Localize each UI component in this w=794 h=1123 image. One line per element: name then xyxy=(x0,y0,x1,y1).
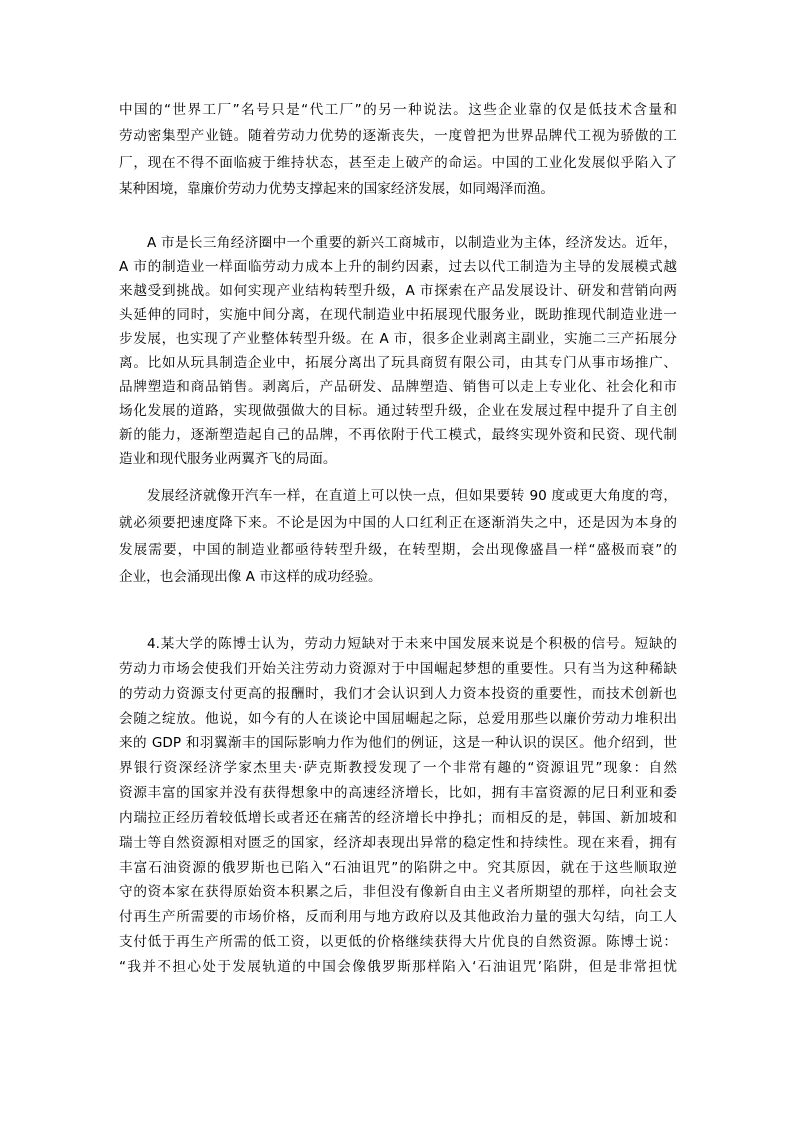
text-line: 付再生产所需要的市场价格，反而利用与地方政府以及其他政治力量的强大勾结，向工人 xyxy=(119,909,677,926)
text-line: 新的能力，逐渐塑造起自己的品牌，不再依附于代工模式，最终实现外资和民资、现代制 xyxy=(119,427,677,443)
text-line: 发展经济就像开汽车一样，在直道上可以快一点，但如果要转 90 度或更大角度的弯， xyxy=(147,488,677,504)
text-line: 4.某大学的陈博士认为，劳动力短缺对于未来中国发展来说是个积极的信号。短缺的 xyxy=(147,636,677,652)
text-line: 离。比如从玩具制造企业中，拓展分离出了玩具商贸有限公司，由其专门从事市场推广、 xyxy=(119,355,677,371)
text-line: 守的资本家在获得原始资本积累之后，非但没有像新自由主义者所期望的那样，向社会支 xyxy=(119,884,677,901)
text-line: 内瑞拉正经历着较低增长或者还在痛苦的经济增长中挣扎；而相反的是，韩国、新加坡和 xyxy=(119,809,677,826)
text-line: 瑞士等自然资源相对匮乏的国家，经济却表现出异常的稳定性和持续性。现在来看，拥有 xyxy=(119,834,677,851)
text-line: 头延伸的同时，实施中间分离，在现代制造业中拓展现代服务业，既助推现代制造业进一 xyxy=(119,307,677,323)
text-line: 丰富石油资源的俄罗斯也已陷入“石油诅咒”的陷阱之中。究其原因，就在于这些顺取逆 xyxy=(119,859,677,876)
text-line: 支付低于再生产所需的低工资，以更低的价格继续获得大片优良的自然资源。陈博士说： xyxy=(119,934,677,951)
text-line: A 市是长三角经济圈中一个重要的新兴工商城市，以制造业为主体，经济发达。近年， xyxy=(147,235,677,251)
text-line: 造业和现代服务业两翼齐飞的局面。 xyxy=(119,451,337,467)
text-line: 发展需要，中国的制造业都亟待转型升级，在转型期，会出现像盛昌一样“盛极而衰”的 xyxy=(119,542,677,558)
text-line: 会随之绽放。他说，如今有的人在谈论中国屈崛起之际，总爱用那些以廉价劳动力堆积出 xyxy=(119,710,677,727)
text-line: 品牌塑造和商品销售。剥离后，产品研发、品牌塑造、销售可以走上专业化、社会化和市 xyxy=(119,379,677,395)
paragraph-economy-driving-analogy xyxy=(119,483,677,591)
paragraph-dr-chen-resource-curse xyxy=(119,632,677,980)
text-line: 厂，现在不得不面临疲于维持状态，甚至走上破产的命运。中国的工业化发展似乎陷入了 xyxy=(119,154,677,171)
text-line: 来的 GDP 和羽翼渐丰的国际影响力作为他们的例证，这是一种认识的误区。他介绍到，世 xyxy=(119,735,677,752)
text-line: 场化发展的道路，实现做强做大的目标。通过转型升级，企业在发展过程中提升了自主创 xyxy=(119,403,677,419)
text-line: 劳动力市场会使我们开始关注劳动力资源对于中国崛起梦想的重要性。只有当为这种稀缺 xyxy=(119,660,677,677)
text-line: 的劳动力资源支付更高的报酬时，我们才会认识到人力资本投资的重要性，而技术创新也 xyxy=(119,685,677,702)
text-line: A 市的制造业一样面临劳动力成本上升的制约因素，过去以代工制造为主导的发展模式越 xyxy=(119,259,677,275)
text-line: 企业，也会涌现出像 A 市这样的成功经验。 xyxy=(119,569,382,585)
text-line: 某种困境，靠廉价劳动力优势支撑起来的国家经济发展，如同竭泽而渔。 xyxy=(119,181,554,198)
paragraph-city-a-transformation xyxy=(119,231,677,471)
text-line: 界银行资深经济学家杰里夫·萨克斯教授发现了一个非常有趣的“资源诅咒”现象：自然 xyxy=(119,760,677,777)
text-line: 资源丰富的国家并没有获得想象中的高速经济增长，比如，拥有丰富资源的尼日利亚和委 xyxy=(119,785,677,802)
text-line: “我并不担心处于发展轨道的中国会像俄罗斯那样陷入‘石油诅咒’陷阱，但是非常担忧 xyxy=(119,958,677,975)
text-line: 就必须要把速度降下来。不论是因为中国的人口红利正在逐渐消失之中，还是因为本身的 xyxy=(119,515,677,531)
paragraph-world-factory xyxy=(119,97,677,203)
text-line: 劳动密集型产业链。随着劳动力优势的逐渐丧失，一度曾把为世界品牌代工视为骄傲的工 xyxy=(119,128,677,145)
text-line: 来越受到挑战。如何实现产业结构转型升级，A 市探索在产品发展设计、研发和营销向两 xyxy=(119,283,677,299)
text-line: 步发展，也实现了产业整体转型升级。在 A 市，很多企业剥离主副业，实施二三产拓展分 xyxy=(119,331,677,347)
text-line: 中国的“世界工厂”名号只是“代工厂”的另一种说法。这些企业靠的仅是低技术含量和 xyxy=(119,102,677,118)
